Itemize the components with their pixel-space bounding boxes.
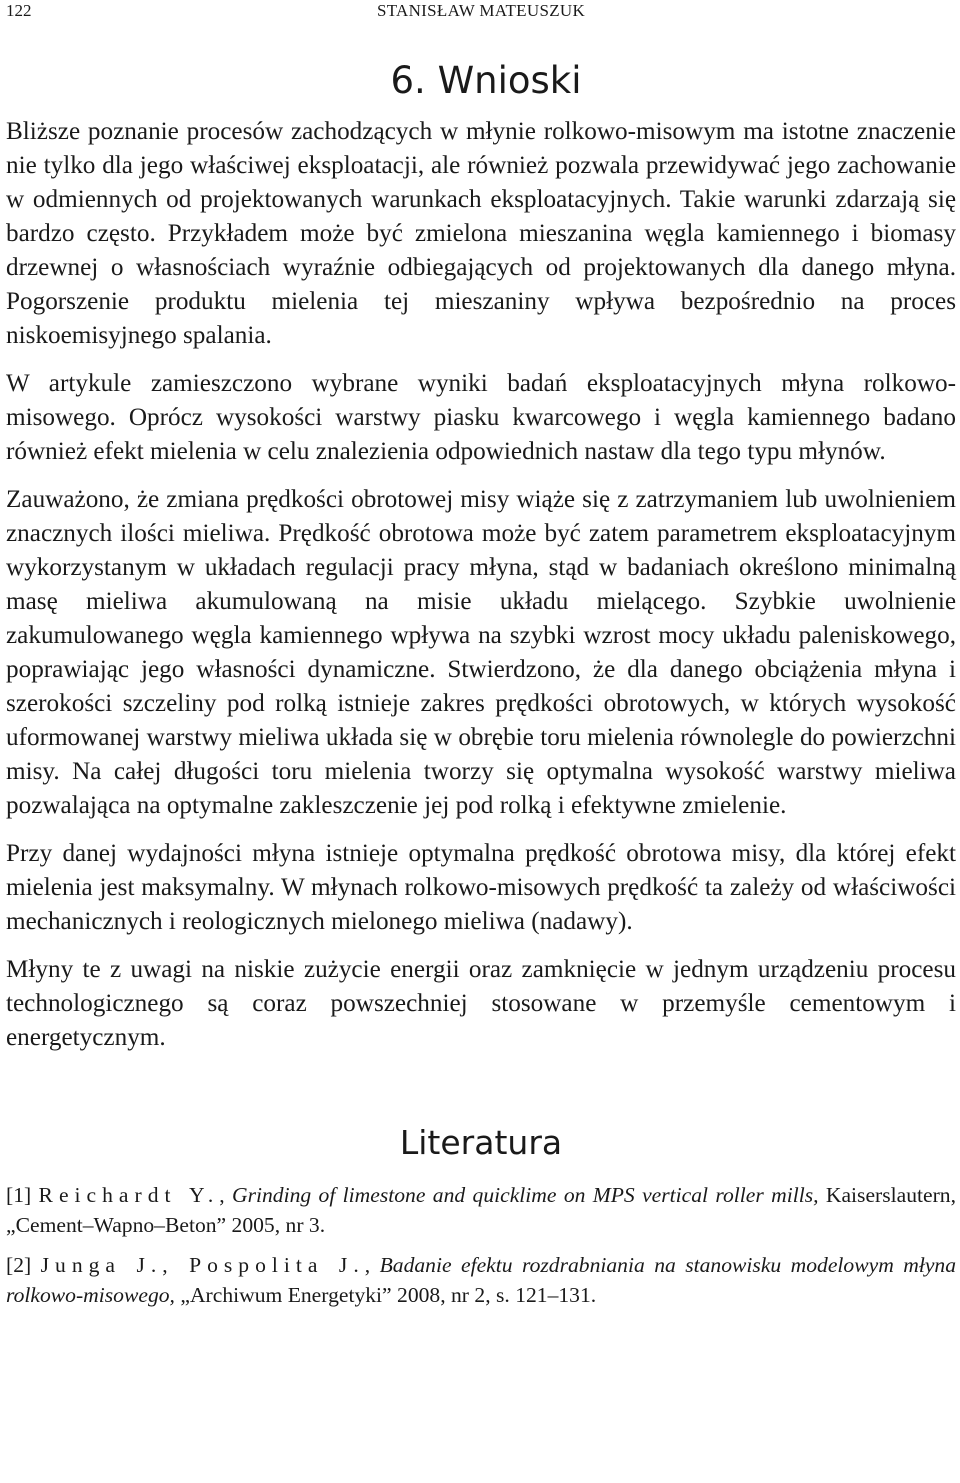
reference-authors: Junga J., Pospolita J. — [40, 1253, 365, 1277]
page — [6, 0, 956, 1320]
reference-details: „Archiwum Energetyki” 2008, nr 2, s. 121–131. — [180, 1283, 597, 1307]
reference-item: [1] Reichardt Y., Grinding of limestone and quicklime on MPS vertical roller mills, Kaiserslautern, „Cement–Wapno–Beton” 2005, nr 3. — [6, 1183, 956, 1237]
running-header — [6, 0, 956, 22]
reference-item: [2] Junga J., Pospolita J., Badanie efektu rozdrabniania na stanowisku modelowym młyna rolkowo-misowego, „Archiwum Energetyki” 2008, nr 2, s. 121–131. — [6, 1253, 957, 1307]
reference-title: Badanie efektu rozdrabniania na stanowisku modelowym młyna rolkowo-misowego, — [6, 1253, 957, 1307]
paragraph: Przy danej wydajności młyna istnieje optymalna prędkość obrotowa misy, dla której efekt mielenia jest maksymalny. W młynach rolkowo-misowych prędkość ta zależy od właściwości mechanicznych i reologicznych mielonego mieliwa (nadawy). — [6, 840, 956, 935]
reference-details: Kaiserslautern, „Cement–Wapno–Beton” 2005, nr 3. — [6, 1183, 956, 1237]
running-header-author: STANISŁAW MATEUSZUK — [376, 1, 586, 20]
paragraph: Zauważono, że zmiana prędkości obrotowej misy wiąże się z zatrzymaniem lub uwolnieniem znacznych ilości mieliwa. Prędkość obrotowa może być zatem parametrem eksploatacyjnym wykorzystanym w układach regulacji pracy młyna, stąd w badaniach określono minimalną masę mieliwa akumulowaną na misie układu mielącego. Szybkie uwolnienie zakumulowanego węgla kamiennego wpływa na szybki wzrost mocy układu paleniskowego, poprawiając jego własności dynamiczne. Stwierdzono, że dla danego obciążenia młyna i szerokości szczeliny pod rolką istnieje zakres prędkości obrotowych, w których wysokość uformowanej warstwy mieliwa układa się w obrębie toru mielenia równolegle do powierzchni misy. Na całej długości toru mielenia tworzy się optymalna wysokość warstwy mieliwa pozwalająca na optymalne zakleszczenie jej pod rolką i efektywne zmielenie. — [6, 486, 956, 819]
paragraph: W artykule zamieszczono wybrane wyniki badań eksploatacyjnych młyna rolkowo-misowego. Oprócz wysokości warstwy piasku kwarcowego i węgla kamiennego badano również efekt mielenia w celu znalezienia odpowiednich nastaw dla tego typu młynów. — [6, 370, 956, 465]
reference-authors: Reichardt Y. — [38, 1183, 220, 1207]
paragraph: Bliższe poznanie procesów zachodzących w młynie rolkowo-misowym ma istotne znaczenie nie tylko dla jego właściwej eksploatacji, ale również pozwala przewidywać jego zachowanie w odmiennych od projektowanych warunkach eksploatacyjnych. Takie warunki zdarzają się bardzo często. Przykładem może być zmielona mieszanina węgla kamiennego i biomasy drzewnej o własnościach wyraźnie odbiegających od projektowanych dla danego młyna. Pogorszenie produktu mielenia tej mieszaniny wpływa bezpośrednio na proces niskoemisyjnego spalania. — [6, 118, 956, 349]
paragraph: Młyny te z uwagi na niskie zużycie energii oraz zamknięcie w jednym urządzeniu procesu technologicznego są coraz powszechniej stosowane w przemyśle cementowym i energetycznym. — [6, 956, 956, 1051]
section-title-literature: Literatura — [399, 1123, 563, 1162]
reference-number: [2] — [6, 1253, 32, 1277]
reference-number: [1] — [6, 1183, 32, 1207]
section-title-conclusions: 6. Wnioski — [390, 59, 582, 102]
page-number: 122 — [6, 1, 32, 20]
reference-title: Grinding of limestone and quicklime on MPS vertical roller mills, — [232, 1183, 819, 1207]
